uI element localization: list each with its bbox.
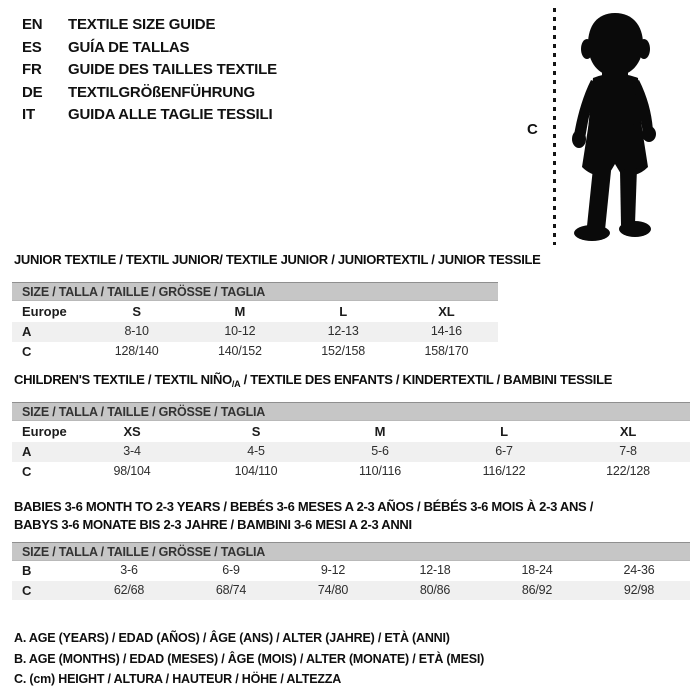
babies-title-line2: BABYS 3-6 MONATE BIS 2-3 JAHRE / BAMBINI 3-6 MESI A 2-3 ANNI <box>14 516 412 532</box>
table-row <box>12 342 498 362</box>
row-label: B <box>22 563 32 578</box>
cell-value: 6-9 <box>222 563 240 577</box>
footnote-line: A. AGE (YEARS) / EDAD (AÑOS) / ÂGE (ANS) / ALTER (JAHRE) / ETÀ (ANNI) <box>14 631 450 645</box>
babies-size-table <box>12 542 690 600</box>
children-size-table <box>12 402 690 481</box>
language-list <box>22 14 277 127</box>
row-label: A <box>22 324 32 339</box>
cell-value: 14-16 <box>430 324 462 338</box>
height-measure-label: C <box>527 121 538 138</box>
cell-value: M <box>234 304 246 319</box>
cell-value: 152/158 <box>321 343 366 358</box>
language-label: GUIDA ALLE TAGLIE TESSILI <box>68 106 273 123</box>
children-section-title <box>14 372 612 389</box>
cell-value: 3-6 <box>120 563 138 577</box>
cell-value: 8-10 <box>124 324 149 338</box>
language-row <box>22 37 277 60</box>
cell-value: 122/128 <box>606 463 650 478</box>
cell-value: S <box>132 304 141 319</box>
cell-value: 12-18 <box>419 563 451 577</box>
cell-value: 128/140 <box>114 343 159 358</box>
row-label: C <box>22 582 32 598</box>
cell-value: 10-12 <box>224 324 256 338</box>
cell-value: S <box>251 424 261 439</box>
cell-value: 104/110 <box>234 463 278 478</box>
row-label: A <box>22 444 32 459</box>
babies-title-line1: BABIES 3-6 MONTH TO 2-3 YEARS / BEBÉS 3-6 MESES A 2-3 AÑOS / BÉBÉS 3-6 MOIS À 2-3 ANS / <box>14 499 594 514</box>
footnotes <box>14 628 484 690</box>
language-code: EN <box>22 16 43 33</box>
size-header-band: SIZE / TALLA / TAILLE / GRÖSSE / TAGLIA <box>12 542 690 561</box>
junior-section-title: JUNIOR TEXTILE / TEXTIL JUNIOR/ TEXTILE JUNIOR / JUNIORTEXTIL / JUNIOR TESSILE <box>14 252 541 267</box>
row-label: Europe <box>22 304 67 319</box>
cell-value: 12-13 <box>327 324 359 338</box>
language-row <box>22 14 277 37</box>
row-label: Europe <box>22 424 67 439</box>
cell-value: 110/116 <box>359 463 401 478</box>
language-row <box>22 59 277 82</box>
cell-value: 5-6 <box>371 444 389 458</box>
cell-value: 18-24 <box>521 563 553 577</box>
children-title-subscript: /A <box>231 379 241 389</box>
language-label: GUIDE DES TAILLES TEXTILE <box>68 61 277 78</box>
footnote-line: B. AGE (MONTHS) / EDAD (MESES) / ÂGE (MOIS) / ALTER (MONATE) / ETÀ (MESI) <box>14 651 485 666</box>
table-row <box>12 581 690 601</box>
language-row <box>22 82 277 105</box>
size-header-band: SIZE / TALLA / TAILLE / GRÖSSE / TAGLIA <box>12 402 690 421</box>
cell-value: L <box>339 304 347 319</box>
children-title-text-rest: / TEXTILE DES ENFANTS / KINDERTEXTIL / BAMBINI TESSILE <box>240 372 613 387</box>
cell-value: 116/122 <box>482 463 526 478</box>
cell-value: M <box>374 424 386 439</box>
cell-value: L <box>500 424 508 439</box>
language-code: FR <box>22 61 42 78</box>
cell-value: 9-12 <box>320 563 346 577</box>
table-row <box>12 561 690 581</box>
language-row <box>22 104 277 127</box>
cell-value: 6-7 <box>495 444 513 458</box>
cell-value: XL <box>438 304 455 319</box>
cell-value: 62/68 <box>113 582 145 597</box>
cell-value: 92/98 <box>623 582 655 597</box>
children-title-text: CHILDREN'S TEXTILE / TEXTIL NIÑO <box>14 372 232 387</box>
cell-value: 80/86 <box>419 582 451 597</box>
junior-size-table <box>12 282 498 361</box>
cell-value: 4-5 <box>247 444 265 458</box>
cell-value: 74/80 <box>317 582 349 597</box>
cell-value: XS <box>123 424 141 439</box>
table-row <box>12 322 498 342</box>
cell-value: 24-36 <box>623 563 655 577</box>
row-label: C <box>22 463 32 479</box>
language-label: GUÍA DE TALLAS <box>68 38 190 56</box>
language-label: TEXTILGRÖßENFÜHRUNG <box>68 83 256 101</box>
cell-value: 158/170 <box>424 343 469 358</box>
size-header-band: SIZE / TALLA / TAILLE / GRÖSSE / TAGLIA <box>12 282 498 301</box>
cell-value: XL <box>619 424 637 439</box>
cell-value: 86/92 <box>521 582 553 597</box>
cell-value: 98/104 <box>113 463 151 478</box>
table-row <box>12 462 690 482</box>
language-code: IT <box>22 106 35 123</box>
cell-value: 140/152 <box>217 343 262 358</box>
cell-value: 7-8 <box>619 444 637 458</box>
cell-value: 68/74 <box>215 582 247 597</box>
toddler-silhouette-image <box>559 8 671 244</box>
height-measure-line <box>553 8 556 245</box>
babies-section-title <box>14 498 593 533</box>
footnote-line: C. (cm) HEIGHT / ALTURA / HAUTEUR / HÖHE / ALTEZZA <box>14 672 342 686</box>
table-row <box>12 421 690 442</box>
language-code: ES <box>22 38 42 56</box>
table-row <box>12 442 690 462</box>
cell-value: 3-4 <box>123 444 141 458</box>
table-row <box>12 301 498 322</box>
row-label: C <box>22 343 32 359</box>
language-label: TEXTILE SIZE GUIDE <box>68 16 216 33</box>
language-code: DE <box>22 83 43 101</box>
